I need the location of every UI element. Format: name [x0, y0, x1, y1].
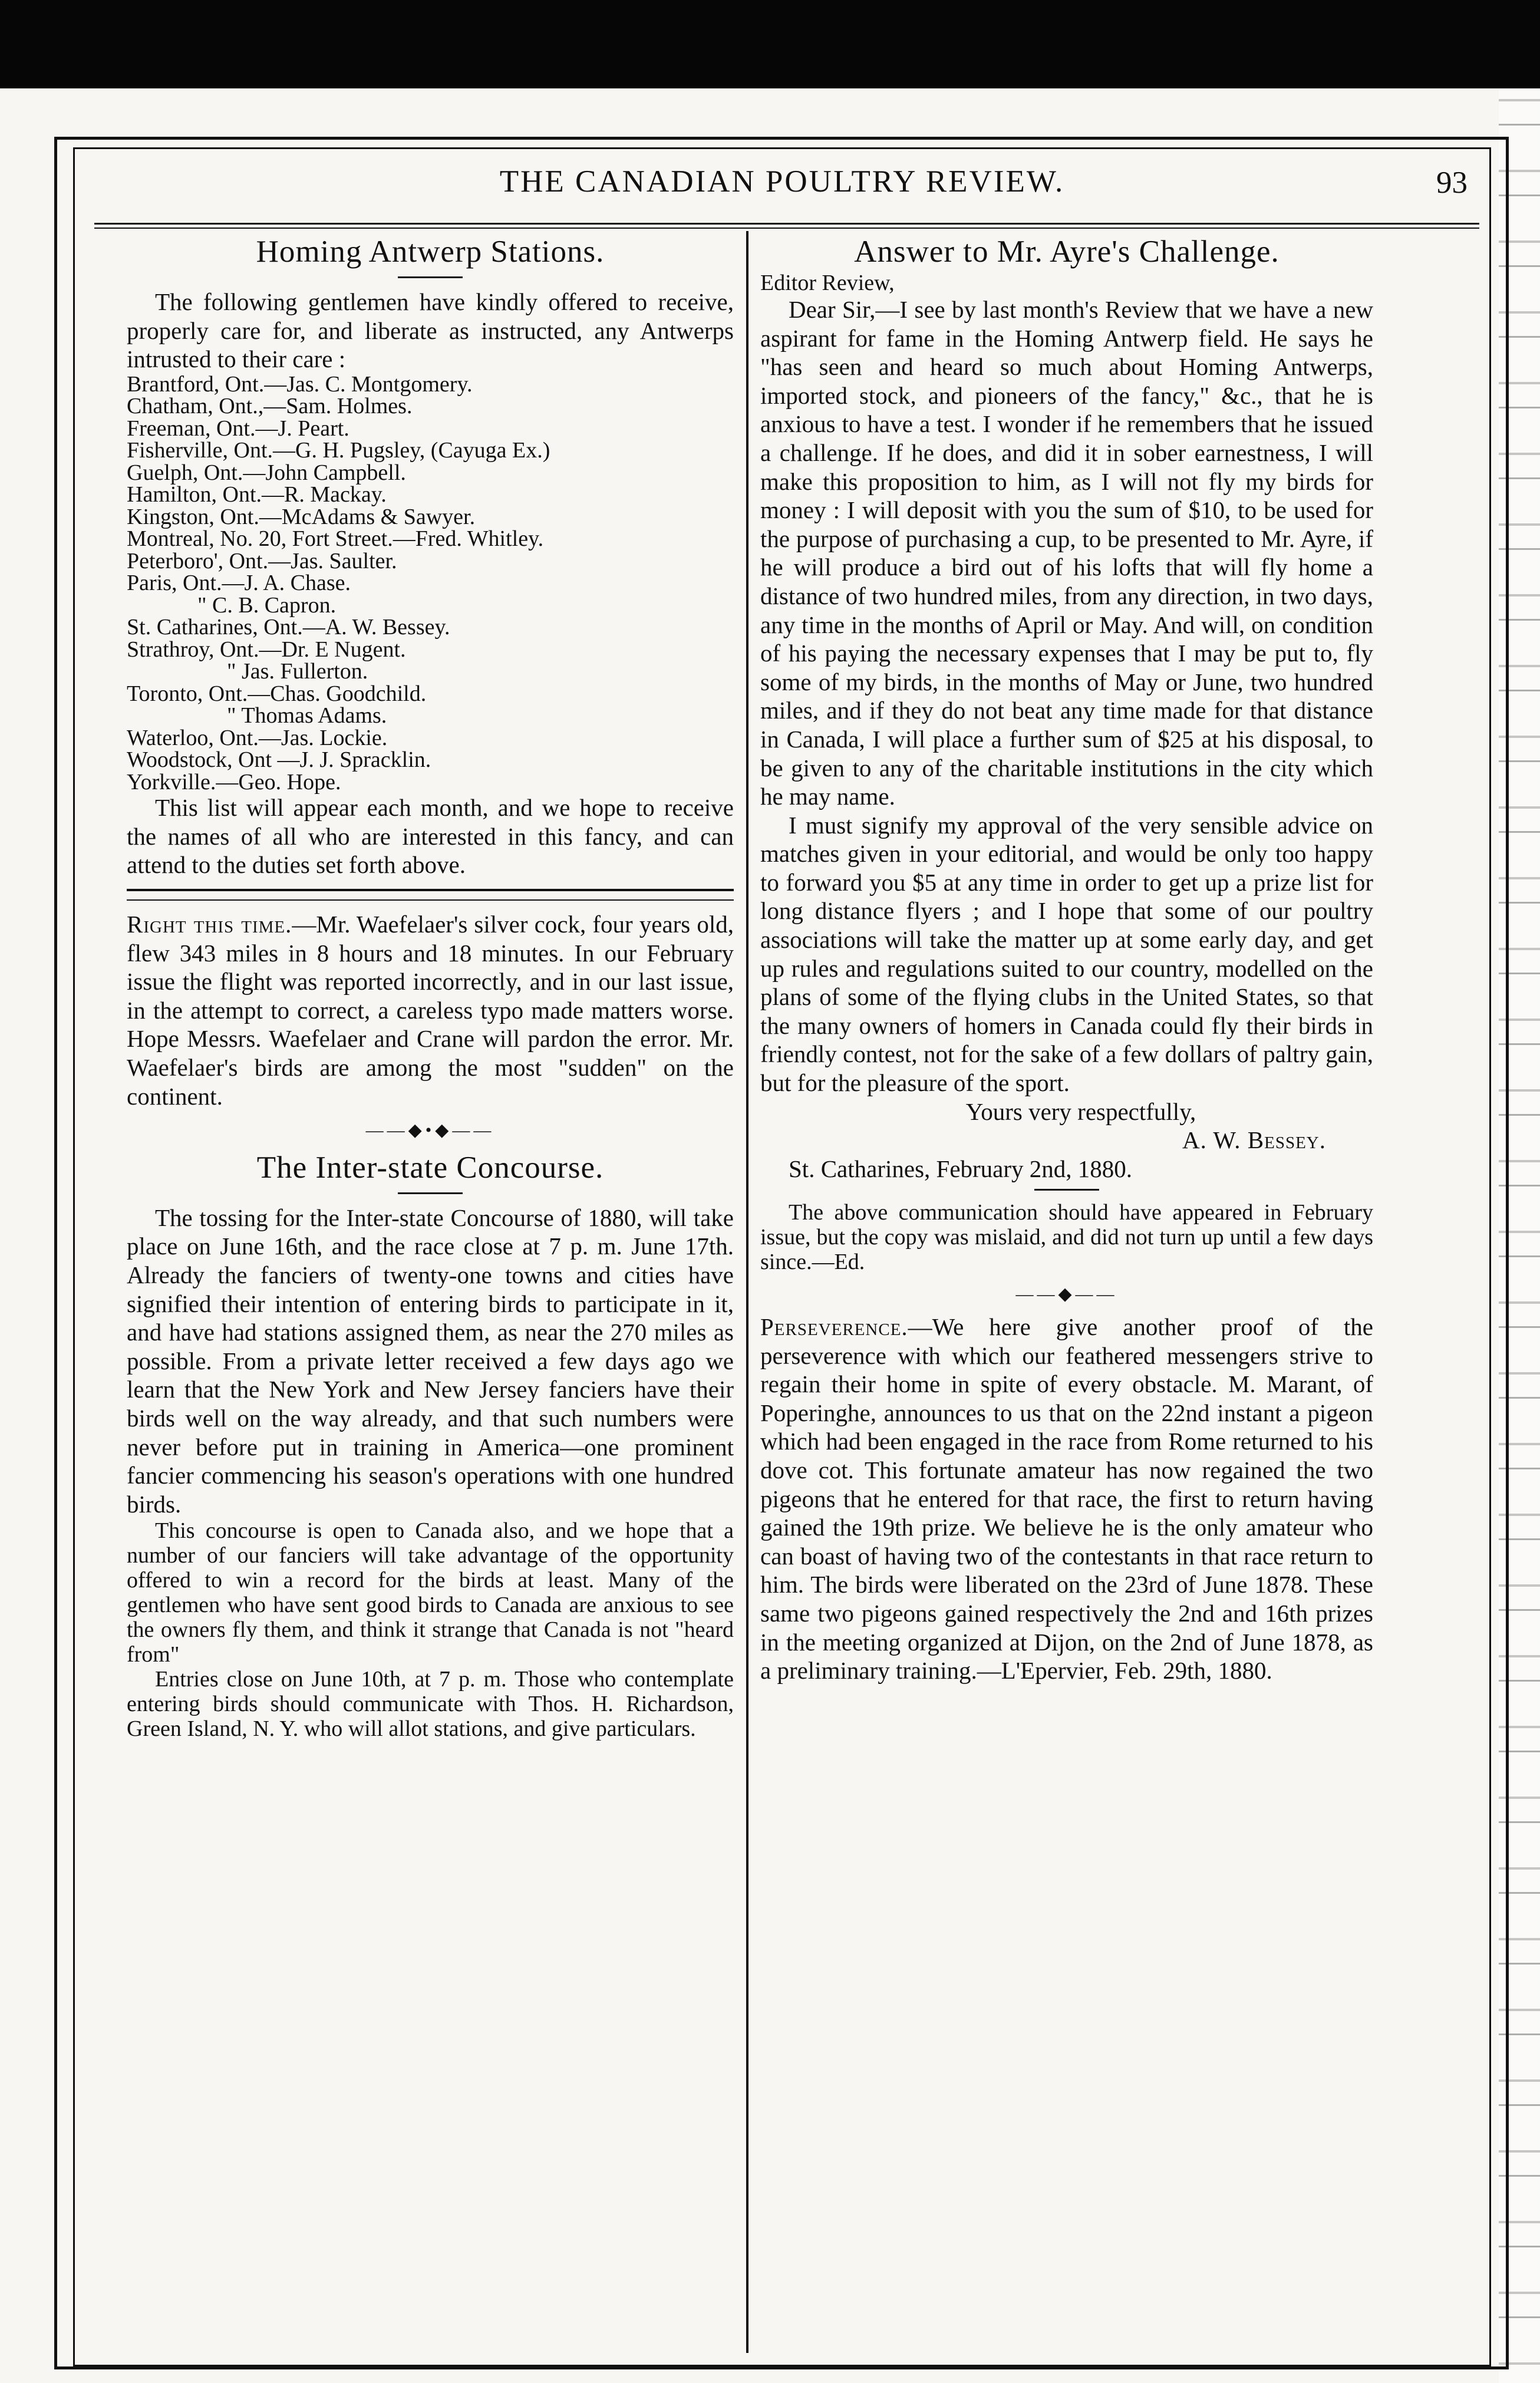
page-number: 93	[1436, 166, 1468, 200]
list-item: Waterloo, Ont.—Jas. Lockie.	[127, 725, 388, 750]
list-item: Paris, Ont.—J. A. Chase.	[127, 571, 351, 596]
left-column	[127, 233, 734, 1741]
interstate-p2: This concourse is open to Canada also, and we hope that a number of our fanciers will take advantage of the opportunity offered to win a record for the birds at least. Many of the gentlemen who have sent good birds to Canada are anxious to see the owners fly them, and think it strange that Canada is not "heard from"	[127, 1518, 734, 1667]
list-item: Brantford, Ont.—Jas. C. Montgomery.	[127, 371, 473, 397]
ornament-divider: ——◆——	[1015, 1284, 1118, 1304]
list-item: Yorkville.—Geo. Hope.	[127, 769, 341, 795]
perseverence-lead: Perseverence.	[760, 1313, 908, 1340]
list-item: " C. B. Capron.	[197, 592, 337, 618]
challenge-salutation: Editor Review,	[760, 271, 895, 295]
homing-intro: The following gentlemen have kindly offered to receive, properly care for, and liberate as instructed, any Antwerps intrusted to their care :	[127, 288, 734, 373]
editor-note: The above communication should have appeared in February issue, but the copy was mislaid, and did not turn up until a few days since.—Ed.	[760, 1200, 1373, 1275]
challenge-p2: I must signify my approval of the very sensible advice on matches given in your editorial, and would be only too happy to forward you $5 at any time in order to get up a prize list for long distance flyers ; and I hope that some of our poultry associations will take the matter up at some early day, and get up rules and regulations suited to our country, modelled on the plans of some of the flying clubs in the United States, so that the many owners of homers in Canada could fly their birds in friendly contest, not for the sake of a few dollars of paltry gain, but for the pleasure of the sport.	[760, 811, 1373, 1097]
challenge-closing: Yours very respectfully,	[965, 1097, 1196, 1125]
list-item: Guelph, Ont.—John Campbell.	[127, 460, 406, 485]
challenge-heading: Answer to Mr. Ayre's Challenge.	[854, 235, 1280, 269]
list-item: Toronto, Ont.—Chas. Goodchild.	[127, 681, 427, 706]
list-item: Chatham, Ont.,—Sam. Holmes.	[127, 394, 413, 419]
list-item: Kingston, Ont.—McAdams & Sawyer.	[127, 504, 476, 529]
interstate-p3: Entries close on June 10th, at 7 p. m. Those who contemplate entering birds should communicate with Thos. H. Richardson, Green Island, N. Y. who will allot stations, and give particulars.	[127, 1667, 734, 1742]
list-item: Freeman, Ont.—J. Peart.	[127, 416, 349, 441]
list-item: St. Catharines, Ont.—A. W. Bessey.	[127, 615, 450, 640]
running-header	[73, 164, 1491, 217]
interstate-heading: The Inter-state Concourse.	[256, 1150, 604, 1185]
list-item: Strathroy, Ont.—Dr. E Nugent.	[127, 637, 406, 662]
list-item: Peterboro', Ont.—Jas. Saulter.	[127, 548, 397, 573]
list-item: Hamilton, Ont.—R. Mackay.	[127, 482, 387, 507]
right-time-body: —Mr. Waefelaer's silver cock, four years old, flew 343 miles in 8 hours and 18 minutes. In our February issue the flight was reported incorrectly, and in our last issue, in the attempt to correct, a careless typo made matters worse. Hope Messrs. Waefelaer and Crane will pardon the error. Mr. Waefelaer's birds are among the most "sudden" on the continent.	[127, 911, 734, 1110]
right-time-item	[127, 910, 734, 1110]
heading-rule	[398, 276, 463, 278]
challenge-p1: Dear Sir,—I see by last month's Review that we have a new aspirant for fame in the Homing Antwerp field. He says he "has seen and heard so much about Homing Antwerps, imported stock, and pioneers of the fancy," &c., that he is anxious to have a test. I wonder if he remembers that he issued a challenge. If he does, and did it in sober earnestness, I will make this proposition to him, as I will not fly my birds for money : I will deposit with you the sum of $10, to be used for the purpose of purchasing a cup, to be presented to Mr. Ayre, if he will produce a bird out of his lofts that will fly home a distance of two hundred miles, from any direction, in two days, any time in the months of April or May. And will, on condition of his paying the necessary expenses that I may be put to, fly some of my birds, in the months of May or June, two hundred miles, and if they do not beat any time made for that distance in Canada, I will place a further sum of $25 at his disposal, to be given to any of the charitable institutions in the city which he may name.	[760, 296, 1373, 810]
header-rule	[94, 223, 1479, 225]
perseverence-body: —We here give another proof of the perseverence with which our feathered messengers strive to regain their home in spite of every obstacle. M. Marant, of Poperinghe, announces to us that on the 22nd instant a pigeon which had been engaged in the race from Rome returned to his dove cot. This fortunate amateur has now regained the two pigeons that he entered for that race, the first to return having gained the 19th prize. We believe he is the only amateur who can boast of having two of the contestants in that race return to him. The birds were liberated on the 23rd of June 1878. These same two pigeons gained respectively the 2nd and 16th prizes in the meeting organized at Dijon, on the 2nd of June 1878, as a preliminary training.—L'Epervier, Feb. 29th, 1880.	[760, 1313, 1373, 1685]
challenge-place-date: St. Catharines, February 2nd, 1880.	[789, 1155, 1133, 1182]
heading-rule	[398, 1192, 463, 1194]
column-divider	[746, 231, 748, 2353]
ornament-divider: ——◆•◆——	[365, 1120, 495, 1141]
right-column	[760, 233, 1373, 1685]
section-rule	[1034, 1189, 1099, 1191]
scan-top-border	[0, 0, 1540, 88]
list-item: " Thomas Adams.	[227, 703, 387, 729]
section-rule	[127, 889, 734, 901]
homing-outro: This list will appear each month, and we hope to receive the names of all who are interested in this fancy, and can attend to the duties set forth above.	[127, 794, 734, 879]
perseverence-item	[760, 1313, 1373, 1685]
challenge-signature: A. W. Bessey.	[1182, 1126, 1326, 1154]
list-item: " Jas. Fullerton.	[227, 659, 368, 684]
right-time-lead: Right this time.	[127, 911, 292, 938]
stations-list	[127, 371, 734, 795]
list-item: Montreal, No. 20, Fort Street.—Fred. Whitley.	[127, 526, 544, 552]
interstate-p1: The tossing for the Inter-state Concourse of 1880, will take place on June 16th, and the race close at 7 p. m. June 17th. Already the fanciers of twenty-one towns and cities have signified their intention of entering birds to participate in it, and have had stations assigned them, as near the 270 miles as possible. From a private letter received a few days ago we learn that the New York and New Jersey fanciers have their birds well on the way already, and that such numbers were never before put in training in America—one prominent fancier commencing his season's operations with one hundred birds.	[127, 1204, 734, 1518]
list-item: Woodstock, Ont —J. J. Spracklin.	[127, 747, 431, 773]
running-title: THE CANADIAN POULTRY REVIEW.	[499, 164, 1065, 199]
list-item: Fisherville, Ont.—G. H. Pugsley, (Cayuga Ex.)	[127, 438, 550, 463]
header-rule-thin	[94, 228, 1479, 229]
homing-stations-heading: Homing Antwerp Stations.	[256, 235, 605, 269]
